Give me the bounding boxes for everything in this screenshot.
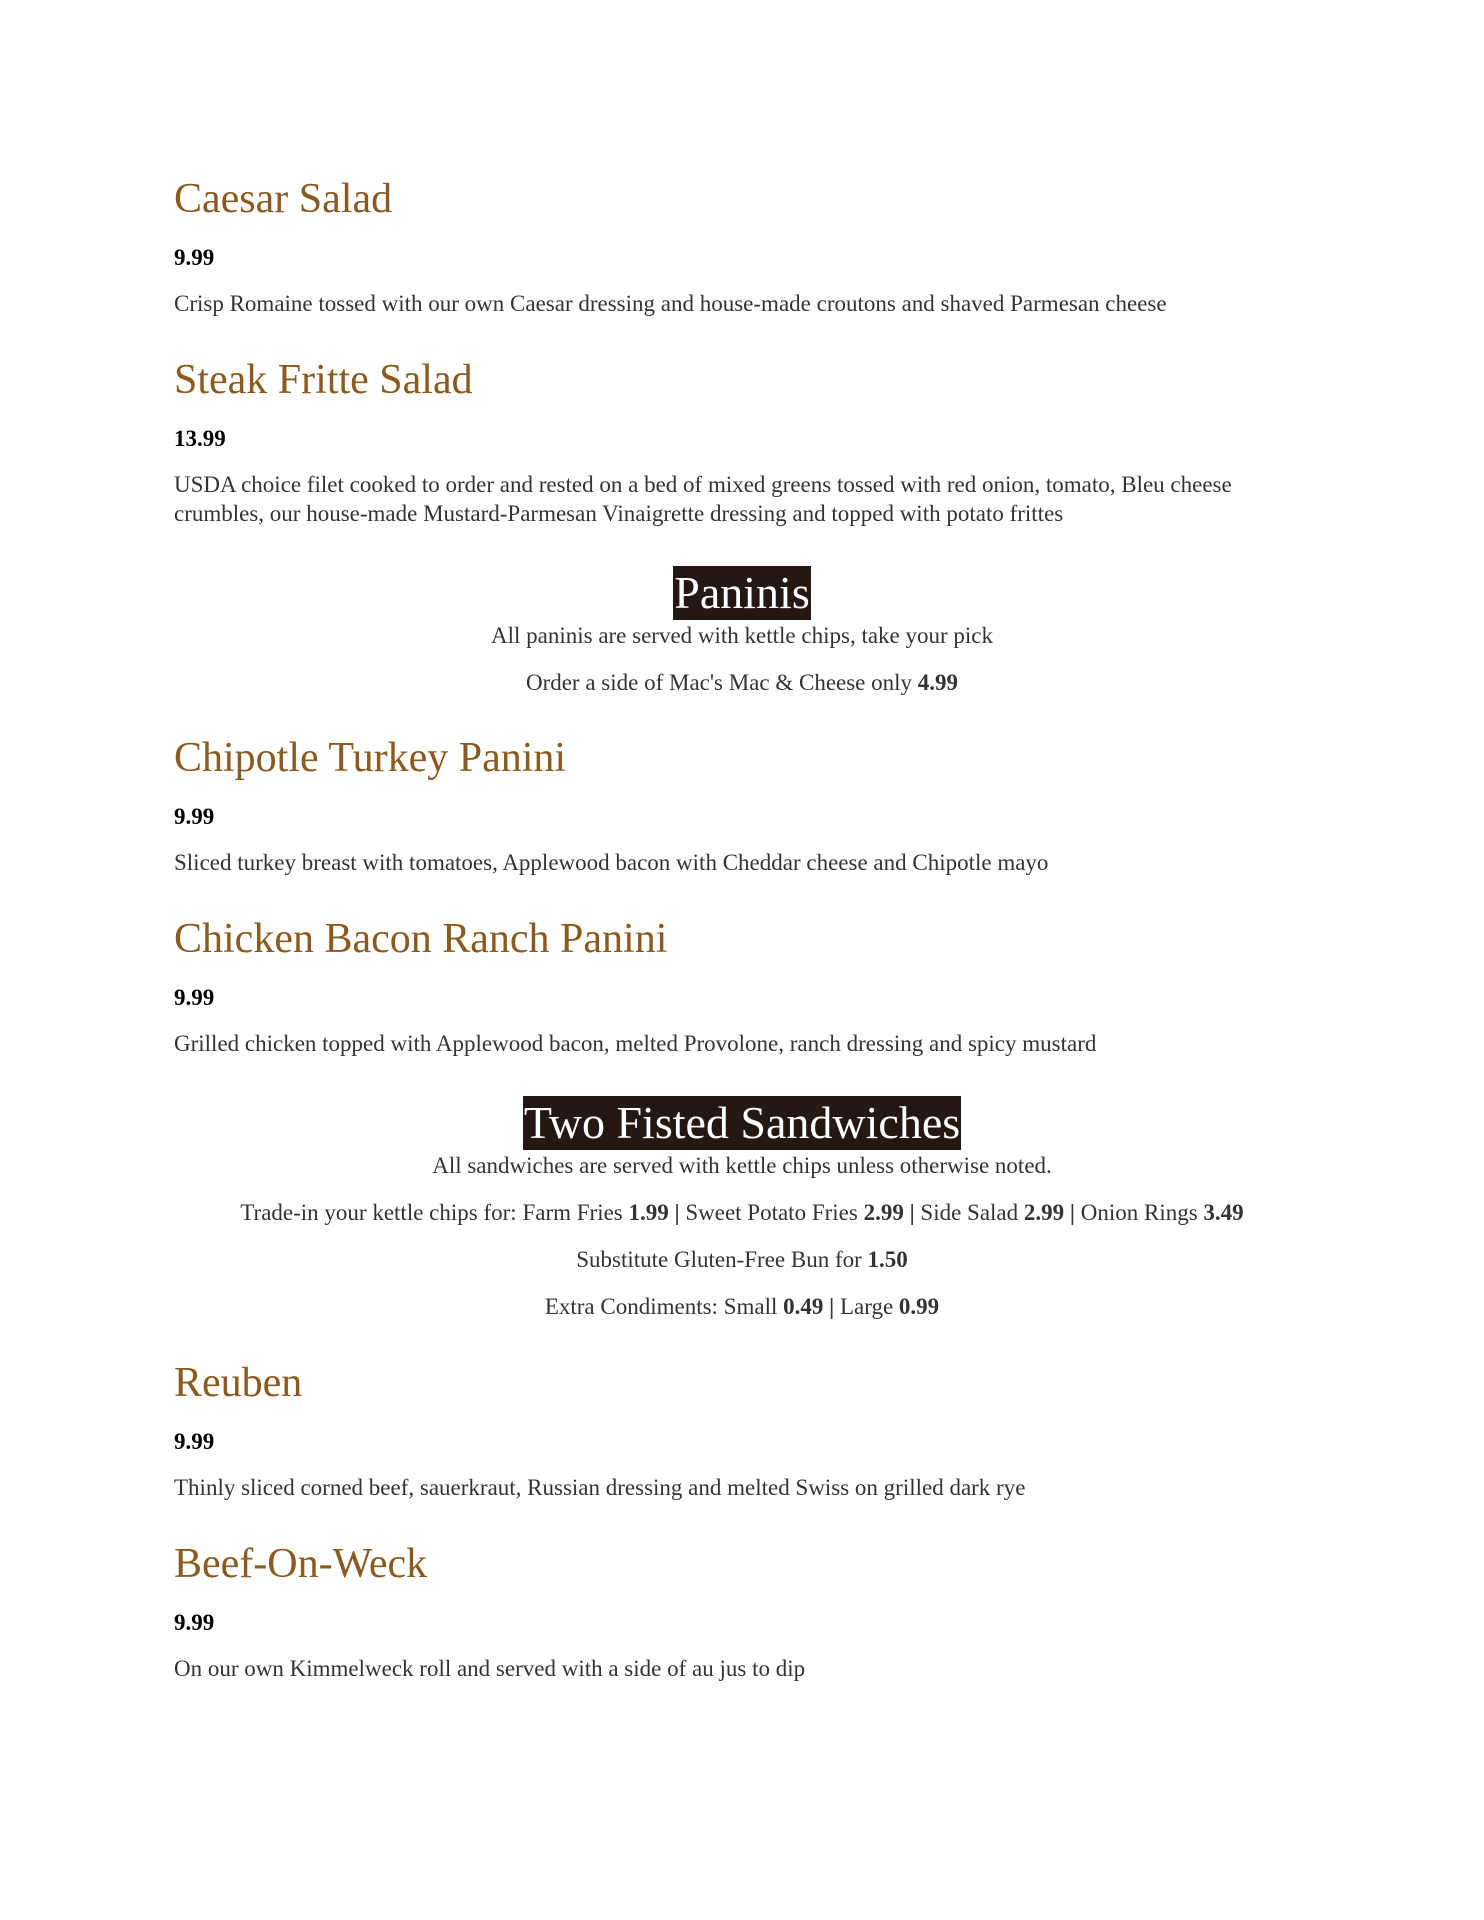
item-description-reuben: Thinly sliced corned beef, sauerkraut, Russian dressing and melted Swiss on grilled dark rye bbox=[174, 1475, 1026, 1500]
item-description-caesar-salad: Crisp Romaine tossed with our own Caesar dressing and house-made croutons and shaved Parmesan cheese bbox=[174, 291, 1167, 316]
condiment-name: Small bbox=[723, 1294, 784, 1319]
item-description-steak-fritte-salad: USDA choice filet cooked to order and rested on a bed of mixed greens tossed with red onion, tomato, Bleu cheese crumbles, our house-made Mustard-Parmesan Vinaigrette dressing and topped with potato frittes bbox=[174, 472, 1232, 526]
tradein-separator: | bbox=[668, 1200, 686, 1225]
condiment-price: 0.99 bbox=[898, 1294, 940, 1319]
item-description-beef-on-weck: On our own Kimmelweck roll and served with a side of au jus to dip bbox=[174, 1656, 806, 1681]
item-title-caesar-salad: Caesar Salad bbox=[174, 176, 393, 222]
tradein-option-price: 2.99 bbox=[863, 1200, 904, 1225]
tradein-option-price: 3.49 bbox=[1203, 1200, 1244, 1225]
item-description-chicken-bacon-ranch-panini: Grilled chicken topped with Applewood bacon, melted Provolone, ranch dressing and spicy mustard bbox=[174, 1031, 1097, 1056]
extra-condiments-line bbox=[0, 1295, 1484, 1318]
item-price-steak-fritte-salad: 13.99 bbox=[174, 426, 226, 451]
paninis-side-text: Order a side of Mac's Mac & Cheese only bbox=[525, 670, 918, 695]
item-title-reuben: Reuben bbox=[174, 1360, 303, 1406]
item-description-chipotle-turkey-panini: Sliced turkey breast with tomatoes, Applewood bacon with Cheddar cheese and Chipotle mayo bbox=[174, 850, 1049, 875]
paninis-side-price: 4.99 bbox=[917, 670, 959, 695]
section-heading-paninis bbox=[0, 566, 1484, 620]
sandwiches-note: All sandwiches are served with kettle chips unless otherwise noted. bbox=[432, 1153, 1052, 1178]
gluten-free-line bbox=[0, 1248, 1484, 1271]
tradein-option-price: 2.99 bbox=[1023, 1200, 1065, 1225]
paninis-side-offer bbox=[0, 671, 1484, 694]
section-heading-sandwiches-label: Two Fisted Sandwiches bbox=[523, 1097, 961, 1148]
section-heading-paninis-label: Paninis bbox=[674, 567, 810, 618]
tradein-option-name: Sweet Potato Fries bbox=[685, 1200, 864, 1225]
item-price-chicken-bacon-ranch-panini: 9.99 bbox=[174, 985, 215, 1010]
item-title-steak-fritte-salad: Steak Fritte Salad bbox=[174, 357, 473, 403]
condiment-name: Large bbox=[839, 1294, 899, 1319]
tradein-separator: | bbox=[1064, 1200, 1081, 1225]
tradein-separator: | bbox=[903, 1200, 921, 1225]
item-title-chicken-bacon-ranch-panini: Chicken Bacon Ranch Panini bbox=[174, 916, 668, 962]
gluten-free-text: Substitute Gluten-Free Bun for bbox=[576, 1247, 868, 1272]
tradein-option-name: Side Salad bbox=[920, 1200, 1024, 1225]
tradein-option-price: 1.99 bbox=[628, 1200, 669, 1225]
item-price-chipotle-turkey-panini: 9.99 bbox=[174, 804, 215, 829]
condiment-separator: | bbox=[823, 1294, 840, 1319]
condiment-price: 0.49 bbox=[783, 1294, 824, 1319]
gluten-free-price: 1.50 bbox=[867, 1247, 908, 1272]
item-price-caesar-salad: 9.99 bbox=[174, 245, 215, 270]
paninis-note: All paninis are served with kettle chips, take your pick bbox=[490, 623, 994, 648]
tradein-label: Trade-in your kettle chips for: bbox=[240, 1200, 523, 1225]
tradein-option-name: Farm Fries bbox=[522, 1200, 629, 1225]
item-title-chipotle-turkey-panini: Chipotle Turkey Panini bbox=[174, 735, 567, 781]
item-price-reuben: 9.99 bbox=[174, 1429, 215, 1454]
sandwiches-tradein-line bbox=[0, 1201, 1484, 1224]
item-price-beef-on-weck: 9.99 bbox=[174, 1610, 215, 1635]
tradein-option-name: Onion Rings bbox=[1080, 1200, 1204, 1225]
section-heading-sandwiches bbox=[0, 1096, 1484, 1150]
condiments-label: Extra Condiments: bbox=[544, 1294, 724, 1319]
item-title-beef-on-weck: Beef-On-Weck bbox=[174, 1541, 428, 1587]
